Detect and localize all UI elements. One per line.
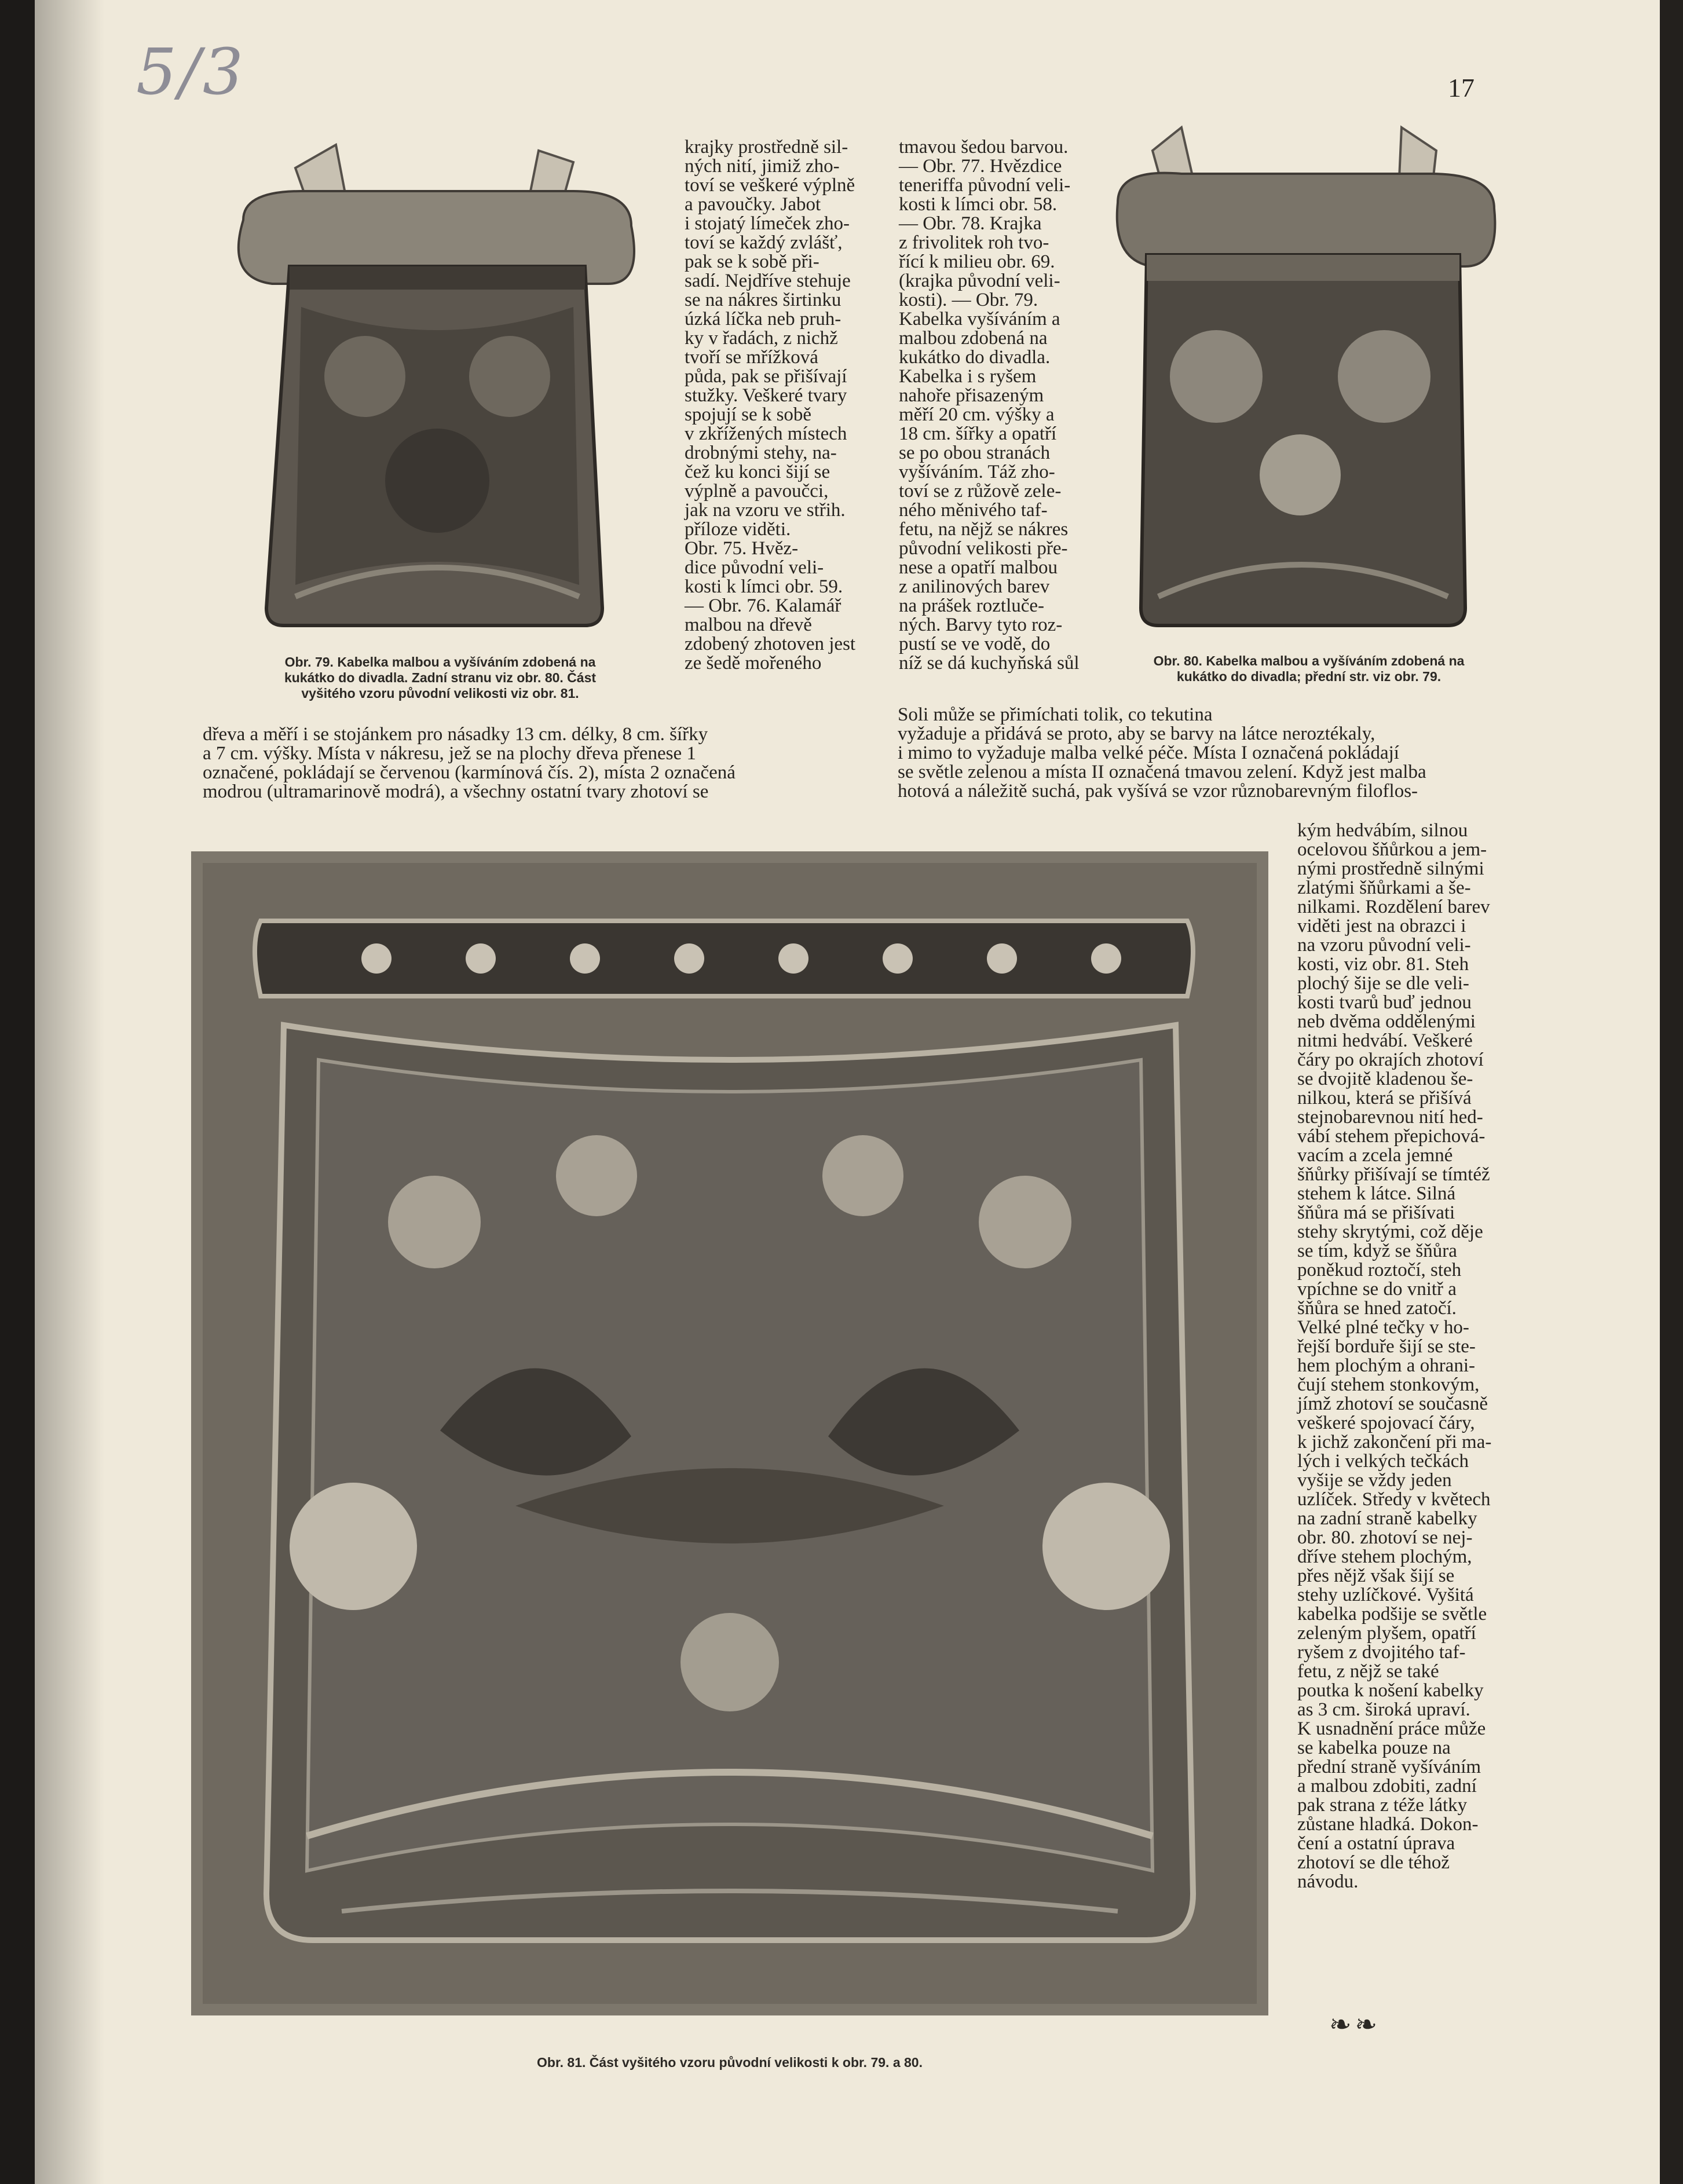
magazine-page [35, 0, 1683, 2184]
embroidery-pattern-illustration [191, 851, 1268, 2015]
figure-79-photo [203, 133, 666, 643]
handbag-79-illustration [203, 133, 666, 643]
caption-fig-79: Obr. 79. Kabelka malbou a vyšíváním zdobená na kukátko do divadla. Zadní stranu viz obr. 80. Část vyšitého vzoru původní velikosti viz obr. 81. [284, 654, 597, 701]
decorative-ornament-icon: ❧❧ [1329, 2009, 1381, 2040]
figure-81-photo [191, 851, 1268, 2015]
text-column-a: krajky prostředně sil- ných nití, jimiž zho- toví se veškeré výplně a pavoučky. Jabot i stojatý límeček zho- toví se každý zvlášť, pak se k sobě při- sadí. Nejdříve stehuje se na nákres širtinku úzká líčka neb pruh- ky v řadách, z nichž tvoří se mřížková půda, pak se přišívají stužky. Veškeré tvary spojují se k sobě v zkřížených místech drobnými stehy, na- čež ku konci šijí se výplně a pavoučci, jak na vzoru ve střih. příloze viděti. Obr. 75. Hvěz- dice původní veli- kosti k límci obr. 59. — Obr. 76. Kalamář malbou na dřevě zdobený zhotoven jest ze šedě mořeného [685, 137, 856, 674]
text-wide-left: dřeva a měří i se stojánkem pro násadky 13 cm. délky, 8 cm. šířky a 7 cm. výšky. Místa v nákresu, jež se na plochy dřeva přenese 1 označené, pokládají se červenou (karmínová čís. 2), místa 2 označená modrou (ultramarinově modrá), a všechny ostatní tvary zhotoví se [203, 724, 736, 802]
handbag-80-illustration [1095, 116, 1517, 631]
text-column-b: tmavou šedou barvou. — Obr. 77. Hvězdice teneriffa původní veli- kosti k límci obr. 58. — Obr. 78. Krajka z frivolitek roh tvo- řící k milieu obr. 69. (krajka původní veli- kosti). — Obr. 79. Kabelka vyšíváním a malbou zdobená na kukátko do divadla. Kabelka i s ryšem nahoře přisazeným měří 20 cm. výšky a 18 cm. šířky a opatří se po obou stranách vyšíváním. Táž zho- toví se z růžově zele- ného měnivého taf- fetu, na nějž se nákres původní velikosti pře- nese a opatří malbou z anilinových barev na prášek roztluče- ných. Barvy tyto roz- pustí se ve vodě, do níž se dá kuchyňská sůl [899, 137, 1080, 674]
pencil-mark: 5/3 [136, 35, 246, 109]
caption-fig-80: Obr. 80. Kabelka malbou a vyšíváním zdobená na kukátko do divadla; přední str. viz obr. 79. [1153, 653, 1465, 684]
text-column-c: kým hedvábím, silnou ocelovou šňůrkou a jem- nými prostředně silnými zlatými šňůrkami a še- nilkami. Rozdělení barev viděti jest na obrazci i na vzoru původní veli- kosti, viz obr. 81. Steh plochý šije se dle veli- kosti tvarů buď jednou neb dvěma oddělenými nitmi hedvábí. Veškeré čáry po okrajích zhotoví se dvojitě kladenou še- nilkou, která se přišívá stejnobarevnou nití hed- vábí stehem přepichová- vacím a zcela jemné šňůrky přišívají se tímtéž stehem k látce. Silná šňůra má se přišívati stehy skrytými, což děje se tím, když se šňůra poněkud roztočí, steh vpíchne se do vnitř a šňůra se hned zatočí. Velké plné tečky v ho- řejší borduře šijí se ste- hem plochým a ohrani- čují stehem stonkovým, jímž zhotoví se současně veškeré spojovací čáry, k jichž zakončení při ma- lých i velkých tečkách vyšije se vždy jeden uzlíček. Středy v květech na zadní straně kabelky obr. 80. zhotoví se nej- dříve stehem plochým, přes nějž však šijí se stehy uzlíčkové. Vyšitá kabelka podšije se světle zeleným plyšem, opatří ryšem z dvojitého taf- fetu, z nějž se také poutka k nošení kabelky as 3 cm. široká upraví. K usnadnění práce může se kabelka pouze na přední straně vyšíváním a malbou zdobiti, zadní pak strana z téže látky zůstane hladká. Dokon- čení a ostatní úprava zhotoví se dle téhož návodu. [1297, 820, 1492, 1892]
text-wide-right: Soli může se přimíchati tolik, co tekutina vyžaduje a přidává se proto, aby se barvy na látce neroztékaly, i mimo to vyžaduje malba velké péče. Místa I označená pokládají se světle zelenou a místa II označená tmavou zelení. Když jest malba hotová a náležitě suchá, pak vyšívá se vzor různobarevným filoflos- [898, 704, 1426, 802]
page-number: 17 [1448, 73, 1475, 103]
figure-80-photo [1095, 116, 1517, 631]
caption-fig-81: Obr. 81. Část vyšitého vzoru původní velikosti k obr. 79. a 80. [537, 2055, 923, 2070]
